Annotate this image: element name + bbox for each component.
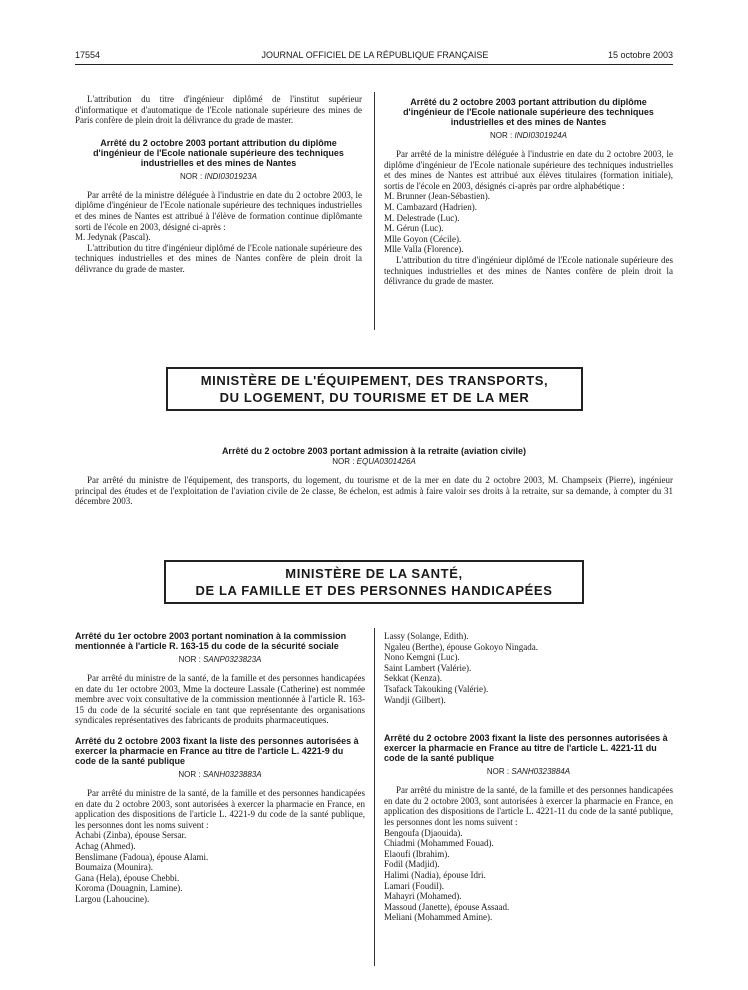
- list-item: Benslimane (Fadoua), épouse Alami.: [75, 851, 209, 862]
- nor-reference: NOR : INDI0301923A: [180, 171, 257, 181]
- pharmacist-list-continued: [384, 631, 673, 705]
- list-item: Fodil (Madjid).: [384, 859, 440, 870]
- arrete-title: Arrêté du 2 octobre 2003 portant admission à la retraite (aviation civile): [221, 446, 527, 456]
- ministry-heading-sante: [164, 560, 584, 604]
- column-divider: [374, 92, 375, 330]
- nor-reference: NOR : INDI0301924A: [490, 131, 567, 140]
- list-item: M. Delestrade (Luc).: [384, 212, 460, 223]
- nor-code: INDI0301923A: [204, 171, 257, 181]
- ministry-heading-equipement: [166, 367, 583, 411]
- arrete-title: Arrêté du 2 octobre 2003 portant attribution du diplôme d'ingénieur de l'Ecole nationale supérieure des techniques industrielles et des mines de Nantes: [93, 137, 344, 168]
- nor-reference: NOR : EQUA0301426A: [332, 457, 416, 466]
- retraite-section: [75, 446, 673, 507]
- nor-reference: NOR : SANP0323823A: [178, 655, 262, 664]
- list-item: Gana (Hela), épouse Chebbi.: [75, 872, 180, 883]
- list-item: Saint Lambert (Valérie).: [384, 662, 472, 673]
- list-item: Boumaiza (Mounira).: [75, 862, 153, 873]
- list-item: Chiadmi (Mohammed Fouad).: [384, 838, 494, 849]
- ministry-line: DU LOGEMENT, DU TOURISME ET DE LA MER: [219, 390, 530, 405]
- list-item: Mahayri (Mohamed).: [384, 891, 462, 902]
- list-item: Lamari (Foudil).: [384, 880, 444, 891]
- list-item: M. Brunner (Jean-Sébastien).: [384, 191, 490, 202]
- list-item: Koroma (Douagnin, Lamine).: [75, 883, 183, 894]
- nor-code: SANH0323884A: [511, 767, 571, 777]
- column-divider: [374, 628, 375, 966]
- list-item: Mlle Valla (Florence).: [384, 244, 464, 255]
- arrete-title: Arrêté du 1er octobre 2003 portant nomination à la commission mentionnée à l'article R. 163-15 du code de la sécurité sociale: [75, 631, 347, 651]
- nor-code: EQUA0301426A: [356, 457, 416, 466]
- list-item: Achag (Ahmed).: [75, 840, 136, 851]
- bottom-left-column: [75, 631, 365, 905]
- pharmacist-list: [384, 828, 673, 923]
- ministry-line: MINISTÈRE DE LA SANTÉ,: [285, 566, 463, 581]
- nor-code: SANP0323823A: [203, 655, 262, 664]
- closing-paragraph: L'attribution du titre d'ingénieur diplômé de l'Ecole nationale supérieure des techniques industrielles et des mines de Nantes confère de plein droit la délivrance du grade de master.: [75, 242, 362, 274]
- list-item: Ngaleu (Berthe), épouse Gokoyo Ningada.: [384, 641, 538, 652]
- page-number: 17554: [75, 50, 101, 60]
- list-item: Mlle Goyon (Cécile).: [384, 233, 462, 244]
- list-item: Largou (Lahoucine).: [75, 893, 150, 904]
- nor-code: SANH0323883A: [202, 769, 262, 779]
- decree-paragraph: Par arrêté du ministre de la santé, de la famille et des personnes handicapées en date du 2 octobre 2003, sont autorisées à exercer la pharmacie en France, en application des dispositions de l'article L. 4221-11 du code de la santé publique, les personnes dont les noms suivent :: [384, 785, 673, 827]
- arrete-title: Arrêté du 2 octobre 2003 fixant la liste des personnes autorisées à exercer la pharmacie en France au titre de l'article L. 4221-11 du code de la santé publique: [384, 733, 668, 764]
- list-item: Meliani (Mohammed Amine).: [384, 912, 493, 923]
- list-item: Tsafack Takouking (Valérie).: [384, 683, 489, 694]
- nor-reference: NOR : SANH0323883A: [178, 769, 262, 779]
- list-item: Wandji (Gilbert).: [384, 694, 446, 705]
- decree-paragraph: Par arrêté de la ministre déléguée à l'industrie en date du 2 octobre 2003, le diplôme d'ingénieur de l'Ecole nationale supérieure des techniques industrielles et des mines de Nantes est attribué aux élèves titulaires (formation initiale), sortis de l'école en 2003, désignés ci-après par ordre alphabétique :: [384, 149, 673, 191]
- nor-code: INDI0301924A: [514, 131, 567, 140]
- decree-paragraph: Par arrêté de la ministre déléguée à l'industrie en date du 2 octobre 2003, le diplôme d'ingénieur de l'Ecole nationale supérieure des techniques industrielles et des mines de Nantes est attribué à l'élève de formation continue diplômante sorti de l'école en 2003, désigné ci-après :: [75, 189, 362, 232]
- graduate-list: [384, 191, 673, 255]
- intro-paragraph: L'attribution du titre d'ingénieur diplômé de l'institut supérieur d'informatique et d'automatique de l'Ecole nationale supérieure des mines de Paris confère de plein droit la délivrance du grade de master.: [75, 94, 362, 126]
- header-rule: [75, 64, 673, 65]
- arrete-title: Arrêté du 2 octobre 2003 portant attribution du diplôme d'ingénieur de l'Ecole nationale supérieure des techniques industrielles et des mines de Nantes: [403, 97, 654, 127]
- journal-title: JOURNAL OFFICIEL DE LA RÉPUBLIQUE FRANÇAISE: [261, 50, 489, 60]
- list-item: Lassy (Solange, Edith).: [384, 631, 469, 641]
- ministry-line: DE LA FAMILLE ET DES PERSONNES HANDICAPÉES: [195, 583, 553, 598]
- decree-paragraph: Par arrêté du ministre de la santé, de la famille et des personnes handicapées en date du 1er octobre 2003, Mme la docteure Lassale (Catherine) est nommée membre avec voix consultative de la commission mentionnée à l'article R. 163-15 du code de la sécurité sociale en tant que représentante des organisations syndicales représentatives des fabricants de produits pharmaceutiques.: [75, 673, 365, 726]
- closing-paragraph: L'attribution du titre d'ingénieur diplômé de l'Ecole nationale supérieure des techniques industrielles et des mines de Nantes confère de plein droit la délivrance du grade de master.: [384, 254, 673, 287]
- issue-date: 15 octobre 2003: [607, 50, 673, 60]
- top-left-column: [75, 94, 362, 275]
- top-right-column: [384, 97, 673, 287]
- list-item: M. Cambazard (Hadrien).: [384, 201, 477, 212]
- list-item: Sekkat (Kenza).: [384, 673, 442, 684]
- ministry-line: MINISTÈRE DE L'ÉQUIPEMENT, DES TRANSPORTS,: [200, 373, 549, 388]
- list-item: Halimi (Nadia), épouse Idri.: [384, 869, 486, 880]
- nor-reference: NOR : SANH0323884A: [486, 767, 571, 777]
- decree-paragraph: Par arrêté du ministre de la santé, de la famille et des personnes handicapées en date du 2 octobre 2003, sont autorisées à exercer la pharmacie en France, en application des dispositions de l'article L. 4221-9 du code de la santé publique, les personnes dont les noms suivent :: [75, 787, 365, 830]
- list-item: Bengoufa (Djaouida).: [384, 827, 463, 838]
- decree-paragraph: Par arrêté du ministre de l'équipement, des transports, du logement, du tourisme et de la mer en date du 2 octobre 2003, M. Champseix (Pierre), ingénieur principal des études et de l'exploitation de l'aviation civile de 2e classe, 8e échelon, est admis à faire valoir ses droits à la retraite, sur sa demande, à compter du 31 décembre 2003.: [75, 475, 673, 507]
- list-item: Elaoufi (Ibrahim).: [384, 848, 450, 859]
- pharmacist-list: [75, 830, 365, 904]
- list-item: Achabi (Zinba), épouse Sersar.: [75, 830, 187, 841]
- arrete-title: Arrêté du 2 octobre 2003 fixant la liste des personnes autorisées à exercer la pharmacie en France au titre de l'article L. 4221-9 du code de la santé publique: [75, 735, 359, 766]
- list-item: Nono Kemgni (Luc).: [384, 652, 460, 663]
- list-item: M. Gérun (Luc).: [384, 223, 444, 234]
- appointee-name: M. Jedynak (Pascal).: [75, 232, 151, 243]
- list-item: Massoud (Janette), épouse Assaad.: [384, 901, 510, 912]
- bottom-right-column: [384, 631, 673, 923]
